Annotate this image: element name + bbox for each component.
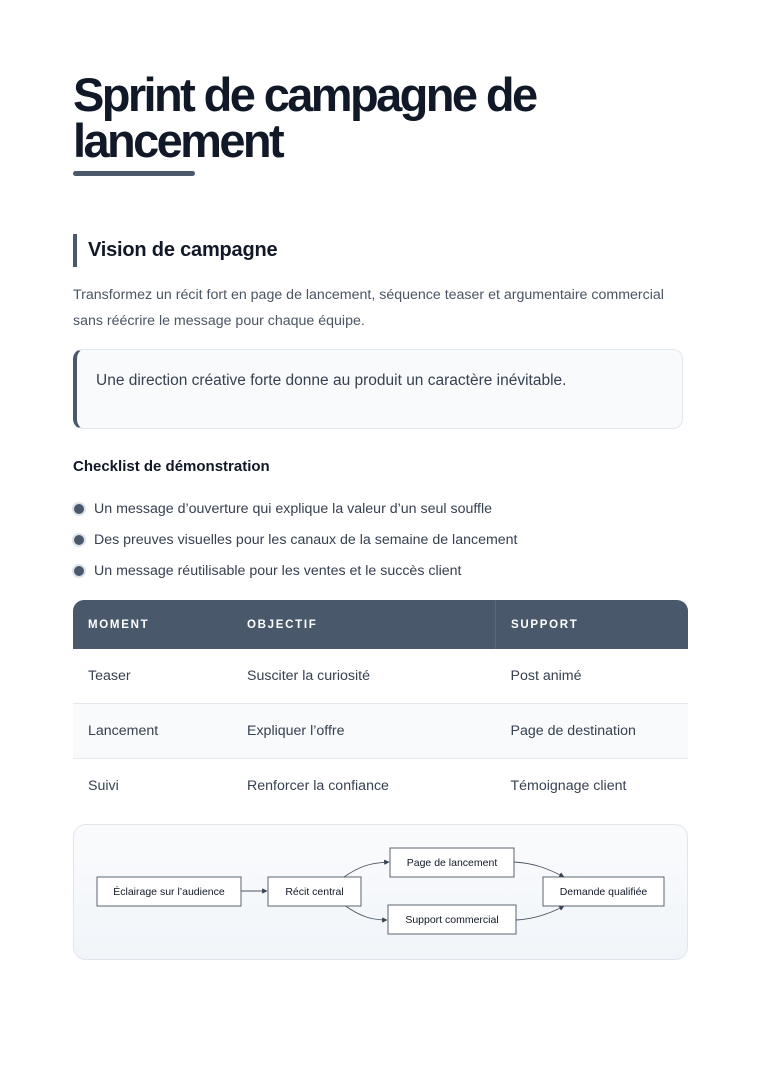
- checklist-item: [73, 528, 518, 559]
- table-cell: Expliquer l’offre: [247, 723, 345, 739]
- column-header-support: SUPPORT: [496, 600, 689, 649]
- table-cell: Teaser: [88, 668, 131, 684]
- node-page-lancement: [390, 848, 514, 877]
- table-cell: Page de destination: [510, 723, 636, 739]
- table-cell: Lancement: [88, 723, 159, 739]
- section-heading-block: [73, 234, 277, 267]
- table-cell: Suivi: [88, 778, 119, 794]
- edge-recit-page: [344, 862, 389, 877]
- table-row: [73, 649, 688, 704]
- table-cell: Témoignage client: [510, 778, 627, 794]
- pull-quote: [73, 349, 683, 429]
- bullet-dot-icon: [74, 535, 84, 545]
- table-cell: Renforcer la confiance: [247, 778, 389, 794]
- checklist-item-text: Des preuves visuelles pour les canaux de la semaine de lancement: [94, 532, 518, 548]
- flow-diagram-canvas: [74, 825, 687, 959]
- bullet-dot-icon: [74, 566, 84, 576]
- checklist-item-text: Un message réutilisable pour les ventes et le succès client: [94, 563, 462, 579]
- column-header-objectif: OBJECTIF: [247, 618, 318, 631]
- node-demande-qualifiee: [543, 877, 664, 906]
- title-underline: [73, 171, 195, 176]
- table-row: [73, 704, 688, 759]
- node-audience-label: Éclairage sur l’audience: [113, 886, 225, 898]
- pull-quote-text: Une direction créative forte donne au produit un caractère inévitable.: [96, 372, 567, 389]
- edge-support-demande: [516, 906, 564, 920]
- checklist-item: [73, 497, 518, 528]
- node-audience: [97, 877, 241, 906]
- edge-page-demande: [514, 862, 564, 877]
- checklist: [73, 497, 518, 590]
- checklist-title: Checklist de démonstration: [73, 458, 270, 475]
- node-support-commercial: [388, 905, 516, 934]
- flow-diagram: [73, 824, 688, 960]
- table-row: [73, 759, 688, 814]
- page-title: Sprint de campagne de lancement: [73, 68, 536, 167]
- checklist-item-text: Un message d’ouverture qui explique la valeur d’un seul souffle: [94, 501, 493, 517]
- node-support-commercial-label: Support commercial: [405, 914, 499, 926]
- node-recit-central-label: Récit central: [285, 886, 344, 898]
- node-recit-central: [268, 877, 361, 906]
- section-heading: Vision de campagne: [88, 239, 278, 261]
- edge-recit-support: [344, 905, 387, 920]
- node-page-lancement-label: Page de lancement: [406, 857, 498, 869]
- campaign-table: [73, 600, 688, 813]
- node-demande-qualifiee-label: Demande qualifiée: [559, 886, 648, 898]
- intro-paragraph: Transformez un récit fort en page de lancement, séquence teaser et argumentaire commercial sans réécrire le message pour chaque équipe.: [73, 287, 664, 329]
- table-cell: Post animé: [510, 668, 582, 684]
- table-header-row: [73, 600, 688, 649]
- bullet-dot-icon: [74, 504, 84, 514]
- table-cell: Susciter la curiosité: [247, 668, 371, 684]
- checklist-item: [73, 559, 518, 590]
- column-header-moment: MOMENT: [88, 618, 150, 631]
